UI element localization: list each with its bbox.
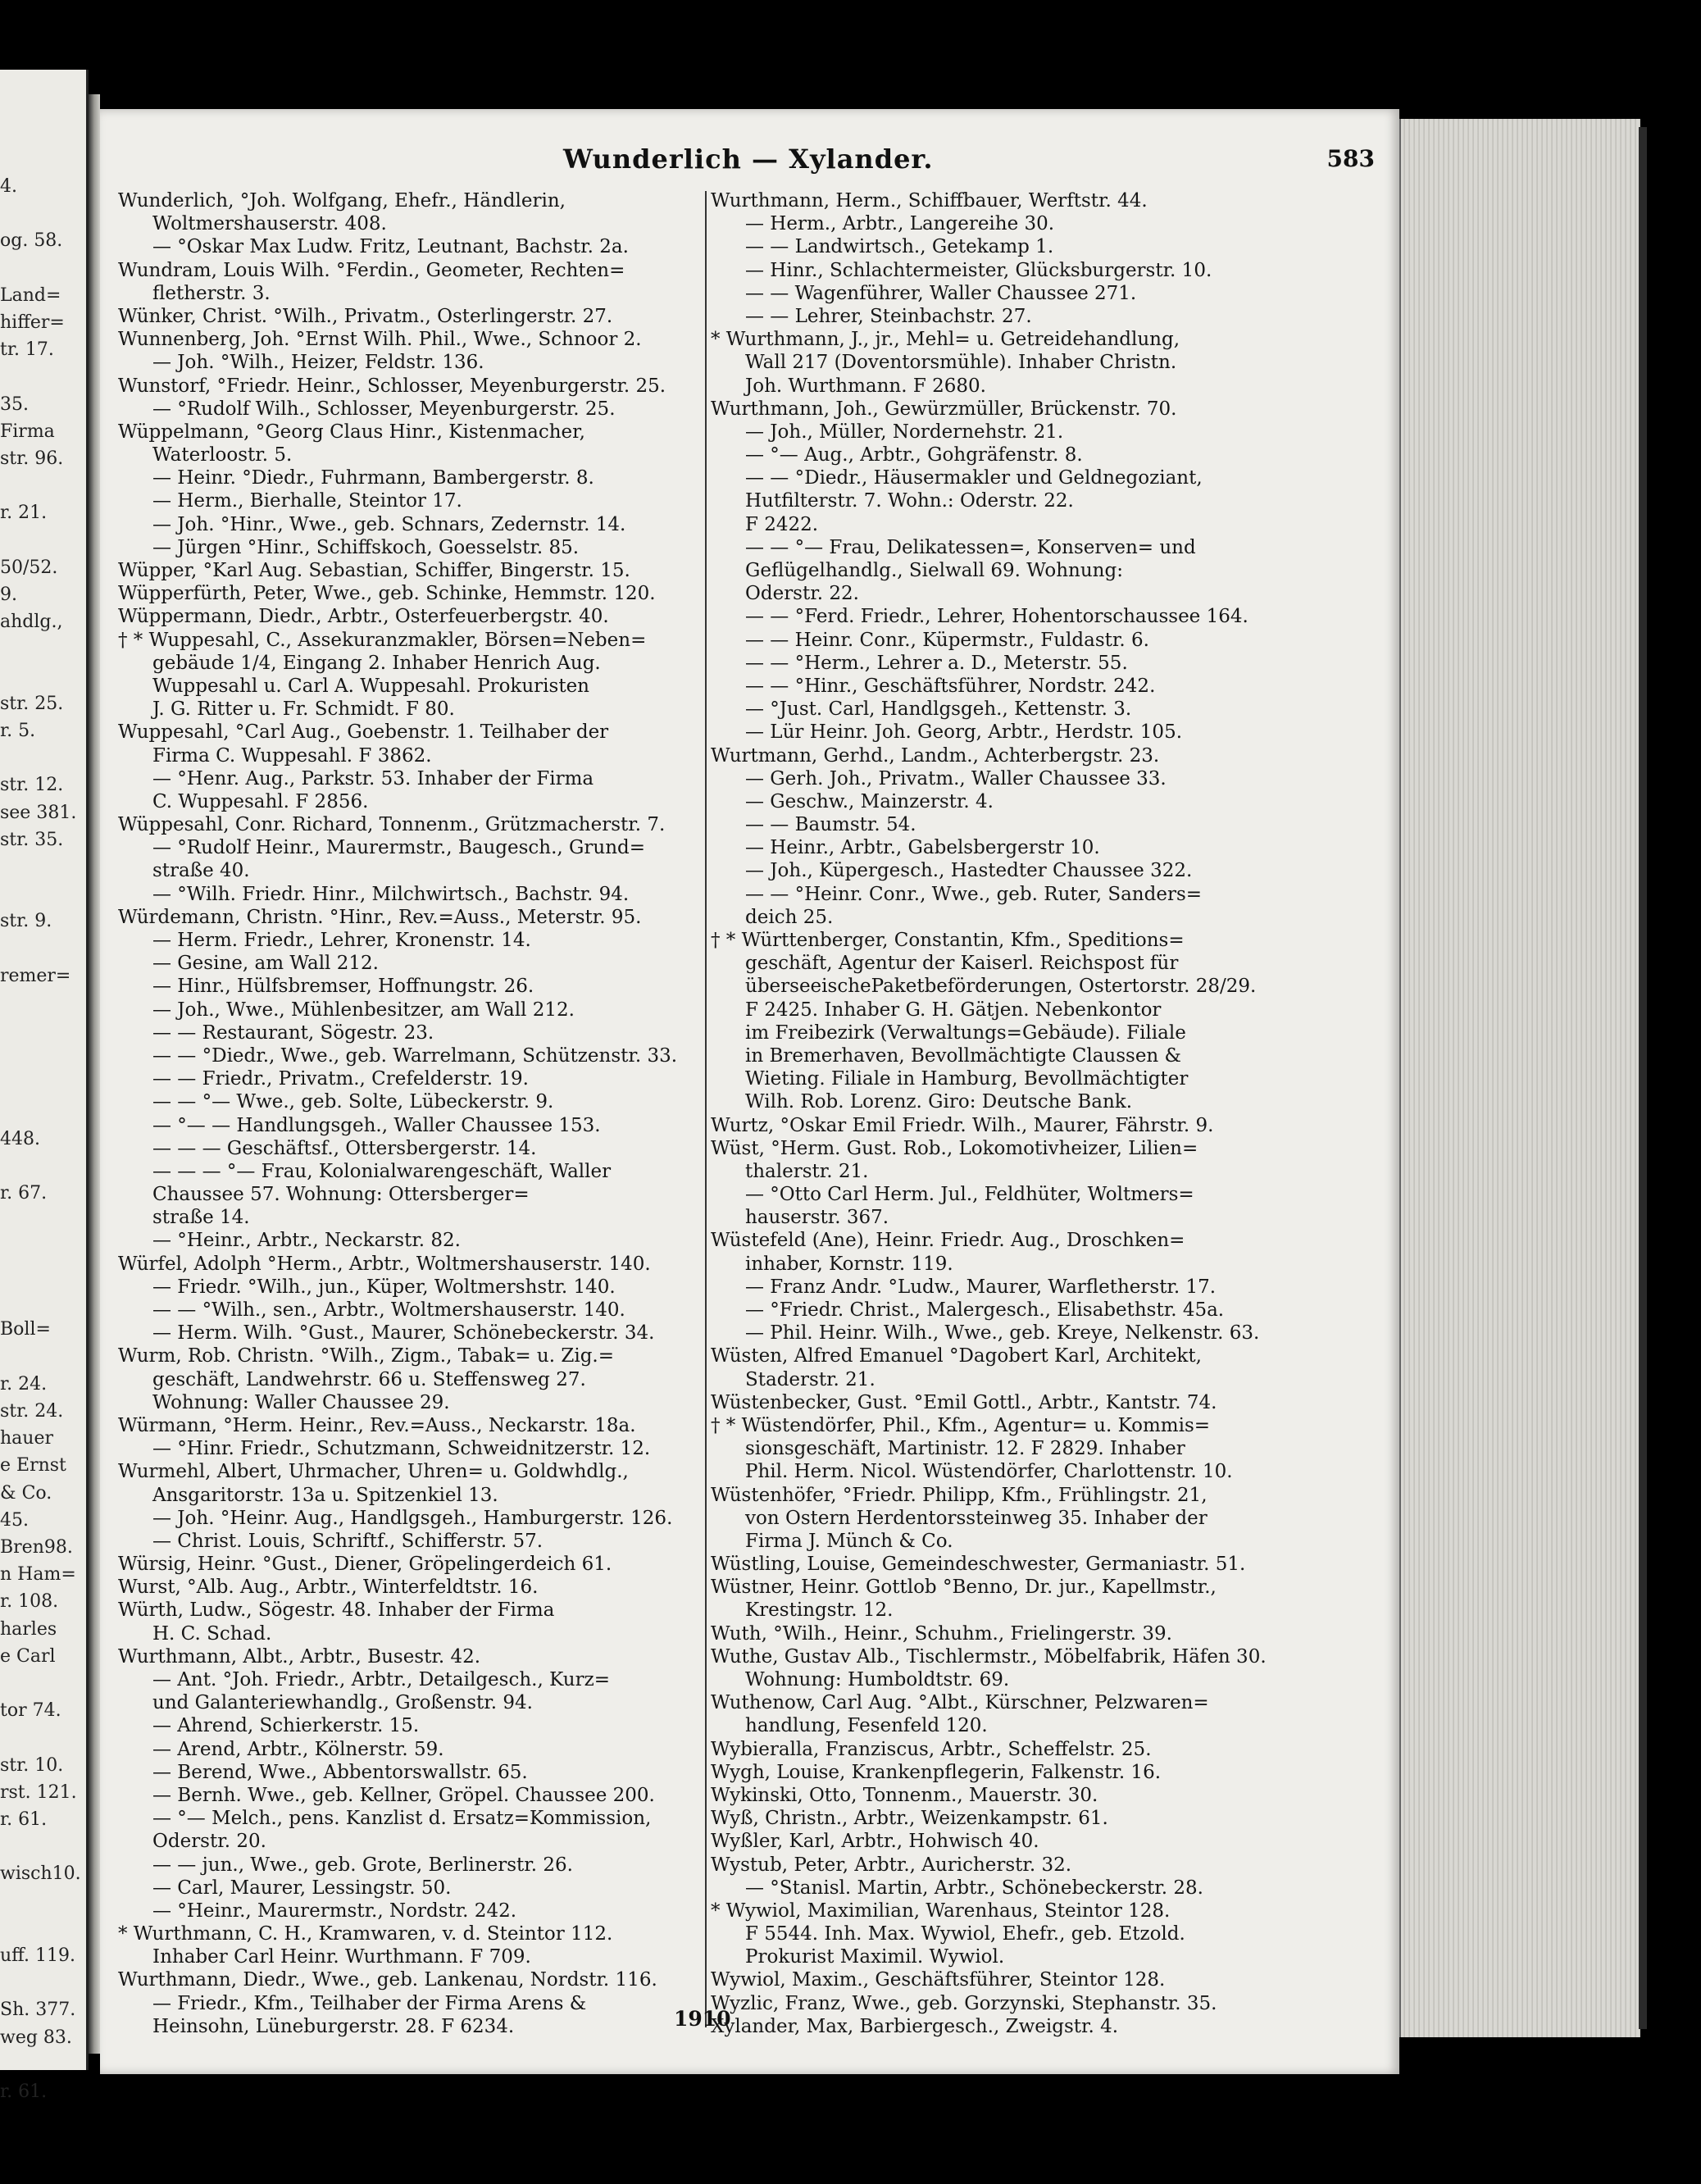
entry-line: Wunstorf, °Friedr. Heinr., Schlosser, Meyenburgerstr. 25.	[118, 375, 666, 397]
entry-continuation: — Franz Andr. °Ludw., Maurer, Warfletherstr. 17.	[745, 1276, 1217, 1298]
entry-continuation: — °— Melch., pens. Kanzlist d. Ersatz=Kommission,	[152, 1808, 652, 1830]
entry-line: Wüstner, Heinr. Gottlob °Benno, Dr. jur., Kapellmstr.,	[711, 1577, 1217, 1599]
entry-continuation: Wall 217 (Doventorsmühle). Inhaber Christn.	[745, 352, 1177, 374]
entry-line: Würdemann, Christn. °Hinr., Rev.=Auss., Meterstr. 95.	[118, 906, 642, 928]
entry-continuation: — Herm., Bierhalle, Steintor 17.	[152, 490, 462, 512]
entry-continuation: — — °— Wwe., geb. Solte, Lübeckerstr. 9.	[152, 1091, 554, 1113]
entry-line: Wüstling, Louise, Gemeindeschwester, Germaniastr. 51.	[711, 1554, 1246, 1576]
entry-continuation: — — °Herm., Lehrer a. D., Meterstr. 55.	[745, 652, 1128, 674]
entry-continuation: — Joh., Müller, Nordernehstr. 21.	[745, 421, 1064, 443]
entry-continuation: — — °Wilh., sen., Arbtr., Woltmershauserstr. 140.	[152, 1299, 625, 1321]
entry-continuation: — °Heinr., Arbtr., Neckarstr. 82.	[152, 1230, 461, 1252]
left-page-fragment: str. 96.	[0, 448, 64, 469]
entry-line: Wüsten, Alfred Emanuel °Dagobert Karl, Architekt,	[711, 1345, 1202, 1367]
entry-line: Wyß, Christn., Arbtr., Weizenkampstr. 61.	[711, 1808, 1108, 1830]
book-edge-shadow	[1639, 127, 1647, 2029]
entry-line: Wurthmann, Herm., Schiffbauer, Werftstr. 44.	[711, 190, 1148, 212]
left-column	[118, 189, 708, 2038]
left-page-fragment: e Ernst	[0, 1455, 66, 1476]
entry-continuation: Waterloostr. 5.	[152, 444, 293, 466]
entry-line: * Wurthmann, J., jr., Mehl= u. Getreidehandlung,	[711, 329, 1180, 351]
entry-line: † * Württenberger, Constantin, Kfm., Speditions=	[711, 930, 1185, 951]
entry-continuation: — Ahrend, Schierkerstr. 15.	[152, 1715, 420, 1737]
entry-continuation: — Herm. Wilh. °Gust., Maurer, Schönebeckerstr. 34.	[152, 1322, 655, 1345]
entry-continuation: — — Landwirtsch., Getekamp 1.	[745, 236, 1054, 258]
entry-continuation: — Christ. Louis, Schriftf., Schifferstr. 57.	[152, 1530, 544, 1552]
entry-continuation: — Friedr., Kfm., Teilhaber der Firma Arens &	[152, 1992, 587, 2014]
left-page-fragment: str. 35.	[0, 829, 64, 850]
left-page-fragment: r. 61.	[0, 2082, 48, 2102]
left-page-fragment: 9.	[0, 585, 17, 605]
left-page-fragment: str. 25.	[0, 693, 64, 714]
entry-continuation: — — jun., Wwe., geb. Grote, Berlinerstr. 26.	[152, 1854, 573, 1876]
entry-continuation: straße 40.	[152, 860, 250, 882]
entry-continuation: — — °Diedr., Häusermakler und Geldnegoziant,	[745, 467, 1203, 489]
entry-continuation: überseeischePaketbeförderungen, Ostertorstr. 28/29.	[745, 976, 1257, 998]
entry-line: Wüst, °Herm. Gust. Rob., Lokomotivheizer, Lilien=	[711, 1137, 1198, 1159]
entry-continuation: — Joh. °Hinr., Wwe., geb. Schnars, Zedernstr. 14.	[152, 513, 626, 535]
entry-continuation: — °Otto Carl Herm. Jul., Feldhüter, Woltmers=	[745, 1184, 1194, 1206]
entry-continuation: Heinsohn, Lüneburgerstr. 28. F 6234.	[152, 2015, 515, 2037]
entry-continuation: — Ant. °Joh. Friedr., Arbtr., Detailgesch., Kurz=	[152, 1669, 610, 1690]
entry-continuation: H. C. Schad.	[152, 1622, 272, 1645]
left-page-fragment: 448.	[0, 1129, 40, 1149]
left-page-fragment: r. 21.	[0, 503, 48, 524]
entry-continuation: — Hinr., Hülfsbremser, Hoffnungstr. 26.	[152, 976, 534, 998]
entry-continuation: — °Henr. Aug., Parkstr. 53. Inhaber der Firma	[152, 767, 594, 789]
entry-line: Würsig, Heinr. °Gust., Diener, Gröpelingerdeich 61.	[118, 1554, 612, 1576]
left-page-fragment: str. 24.	[0, 1401, 64, 1422]
entry-line: Wybieralla, Franziscus, Arbtr., Scheffelstr. 25.	[711, 1738, 1152, 1760]
left-page-fragment: e Carl	[0, 1645, 56, 1667]
left-page-fragment: n Ham=	[0, 1564, 76, 1586]
entry-continuation: — °Stanisl. Martin, Arbtr., Schönebeckerstr. 28.	[745, 1877, 1203, 1899]
left-page-fragment: Boll=	[0, 1319, 51, 1340]
entry-line: Wurthmann, Joh., Gewürzmüller, Brückenstr. 70.	[711, 398, 1177, 420]
entry-continuation: gebäude 1/4, Eingang 2. Inhaber Henrich Aug.	[152, 652, 601, 674]
left-page-fragment: see 381.	[0, 802, 77, 823]
left-page-fragment: r. 67.	[0, 1183, 48, 1204]
entry-continuation: Staderstr. 21.	[745, 1368, 876, 1390]
entry-continuation: — Joh., Wwe., Mühlenbesitzer, am Wall 212.	[152, 999, 575, 1021]
entry-line: Xylander, Max, Barbiergesch., Zweigstr. 4.	[711, 2015, 1119, 2037]
left-page-fragment: Sh. 377.	[0, 2000, 76, 2021]
entry-continuation: — — °Heinr. Conr., Wwe., geb. Ruter, Sanders=	[745, 883, 1203, 905]
entry-continuation: Oderstr. 22.	[745, 583, 859, 605]
entry-line: Wurthmann, Diedr., Wwe., geb. Lankenau, Nordstr. 116.	[118, 1969, 657, 1991]
left-page-fragment: Firma	[0, 421, 55, 442]
entry-continuation: Inhaber Carl Heinr. Wurthmann. F 709.	[152, 1946, 531, 1968]
entry-line: Wüppesahl, Conr. Richard, Tonnenm., Grützmacherstr. 7.	[118, 814, 666, 836]
entry-continuation: — Herm., Arbtr., Langereihe 30.	[745, 213, 1055, 235]
entry-line: Würmann, °Herm. Heinr., Rev.=Auss., Neckarstr. 18a.	[118, 1414, 636, 1436]
entry-continuation: Woltmershauserstr. 408.	[152, 213, 387, 235]
left-page-fragment: 50/52.	[0, 557, 58, 578]
left-page-fragment: 35.	[0, 394, 29, 415]
entry-continuation: — °Rudolf Wilh., Schlosser, Meyenburgerstr. 25.	[152, 398, 616, 420]
book-binding	[89, 94, 100, 2054]
entry-continuation: — — °Ferd. Friedr., Lehrer, Hohentorschaussee 164.	[745, 606, 1248, 628]
column-divider	[705, 191, 707, 2027]
entry-continuation: Ansgaritorstr. 13a u. Spitzenkiel 13.	[152, 1484, 498, 1506]
entry-continuation: J. G. Ritter u. Fr. Schmidt. F 80.	[152, 698, 455, 721]
entry-line: Wurm, Rob. Christn. °Wilh., Zigm., Tabak= u. Zig.=	[118, 1345, 614, 1367]
entry-continuation: — — — °— Frau, Kolonialwarengeschäft, Waller	[152, 1160, 612, 1182]
left-page-fragment: wisch10.	[0, 1863, 81, 1885]
entry-continuation: — °Heinr., Maurermstr., Nordstr. 242.	[152, 1900, 517, 1922]
entry-continuation: — Heinr., Arbtr., Gabelsbergerstr 10.	[745, 837, 1100, 859]
entry-line: Wuthenow, Carl Aug. °Albt., Kürschner, Pelzwaren=	[711, 1692, 1209, 1714]
left-page-fragment: str. 9.	[0, 911, 52, 932]
entry-continuation: — °Wilh. Friedr. Hinr., Milchwirtsch., Bachstr. 94.	[152, 883, 630, 905]
entry-continuation: F 5544. Inh. Max. Wywiol, Ehefr., geb. Etzold.	[745, 1923, 1185, 1945]
entry-continuation: Krestingstr. 12.	[745, 1599, 894, 1622]
entry-continuation: geschäft, Agentur der Kaiserl. Reichspost für	[745, 953, 1179, 975]
entry-continuation: C. Wuppesahl. F 2856.	[152, 790, 369, 812]
left-page-fragment: Land=	[0, 284, 61, 306]
entry-line: Würth, Ludw., Sögestr. 48. Inhaber der Firma	[118, 1599, 555, 1622]
entry-continuation: inhaber, Kornstr. 119.	[745, 1253, 953, 1275]
entry-continuation: fletherstr. 3.	[152, 282, 271, 304]
entry-line: * Wywiol, Maximilian, Warenhaus, Steintor 128.	[711, 1900, 1171, 1922]
entry-line: † * Wüstendörfer, Phil., Kfm., Agentur= u. Kommis=	[711, 1414, 1211, 1436]
entry-line: Wyßler, Karl, Arbtr., Hohwisch 40.	[711, 1831, 1039, 1853]
entry-line: Wüppermann, Diedr., Arbtr., Osterfeuerbergstr. 40.	[118, 606, 609, 628]
left-page-fragment: uff. 119.	[0, 1945, 75, 1966]
entry-continuation: geschäft, Landwehrstr. 66 u. Steffensweg 27.	[152, 1368, 586, 1390]
page-stack-edges	[1399, 119, 1640, 2037]
entry-continuation: — Joh., Küpergesch., Hastedter Chaussee 322.	[745, 860, 1193, 882]
footer-number: 1910	[674, 2007, 731, 2031]
left-page-fragment: og. 58.	[0, 230, 63, 252]
entry-continuation: — — Heinr. Conr., Küpermstr., Fuldastr. 6.	[745, 629, 1149, 651]
left-page-fragment: tor 74.	[0, 1700, 61, 1722]
entry-continuation: sionsgeschäft, Martinistr. 12. F 2829. Inhaber	[745, 1438, 1185, 1460]
entry-line: Wuth, °Wilh., Heinr., Schuhm., Frielingerstr. 39.	[711, 1622, 1172, 1645]
entry-continuation: — Arend, Arbtr., Kölnerstr. 59.	[152, 1738, 444, 1760]
entry-continuation: — °Oskar Max Ludw. Fritz, Leutnant, Bachstr. 2a.	[152, 236, 629, 258]
left-page-fragment: 4.	[0, 176, 17, 197]
entry-continuation: — — Baumstr. 54.	[745, 814, 916, 836]
entry-continuation: — Herm. Friedr., Lehrer, Kronenstr. 14.	[152, 930, 531, 951]
entry-line: Wurtmann, Gerhd., Landm., Achterbergstr. 23.	[711, 744, 1160, 767]
entry-continuation: Firma J. Münch & Co.	[745, 1530, 953, 1552]
entry-continuation: Chaussee 57. Wohnung: Ottersberger=	[152, 1184, 530, 1206]
directory-page	[100, 109, 1399, 2074]
right-column	[711, 189, 1301, 2038]
left-page-fragment: ahdlg.,	[0, 612, 63, 633]
entry-line: Wuthe, Gustav Alb., Tischlermstr., Möbelfabrik, Häfen 30.	[711, 1645, 1267, 1668]
entry-line: † * Wuppesahl, C., Assekuranzmakler, Börsen=Neben=	[118, 629, 647, 651]
entry-continuation: Wuppesahl u. Carl A. Wuppesahl. Prokuristen	[152, 675, 589, 697]
entry-continuation: — °— — Handlungsgeh., Waller Chaussee 153.	[152, 1114, 601, 1136]
entry-line: Wyzlic, Franz, Wwe., geb. Gorzynski, Stephanstr. 35.	[711, 1992, 1217, 2014]
entry-continuation: — Joh. °Wilh., Heizer, Feldstr. 136.	[152, 352, 484, 374]
left-page-fragment: remer=	[0, 965, 71, 986]
entry-continuation: — °Friedr. Christ., Malergesch., Elisabethstr. 45a.	[745, 1299, 1225, 1321]
entry-line: Wüstefeld (Ane), Heinr. Friedr. Aug., Droschken=	[711, 1230, 1185, 1252]
entry-continuation: — °Rudolf Heinr., Maurermstr., Baugesch., Grund=	[152, 837, 646, 859]
entry-line: Würfel, Adolph °Herm., Arbtr., Woltmershauserstr. 140.	[118, 1253, 651, 1275]
page-header	[100, 143, 1399, 176]
left-page-fragment: harles	[0, 1618, 57, 1640]
entry-continuation: Geflügelhandlg., Sielwall 69. Wohnung:	[745, 560, 1123, 581]
entry-continuation: — °Hinr. Friedr., Schutzmann, Schweidnitzerstr. 12.	[152, 1438, 651, 1460]
left-page-fragment: & Co.	[0, 1482, 52, 1504]
entry-continuation: — — °Diedr., Wwe., geb. Warrelmann, Schützenstr. 33.	[152, 1044, 678, 1067]
entry-continuation: Wohnung: Waller Chaussee 29.	[152, 1391, 450, 1413]
running-title: Wunderlich — Xylander.	[563, 143, 934, 175]
entry-line: Wünker, Christ. °Wilh., Privatm., Osterlingerstr. 27.	[118, 305, 613, 327]
entry-continuation: — — Lehrer, Steinbachstr. 27.	[745, 305, 1032, 327]
entry-continuation: in Bremerhaven, Bevollmächtigte Claussen &	[745, 1044, 1182, 1067]
left-page-fragment: r. 5.	[0, 721, 36, 741]
left-page-fragment: rst. 121.	[0, 1781, 77, 1803]
entry-continuation: — Phil. Heinr. Wilh., Wwe., geb. Kreye, Nelkenstr. 63.	[745, 1322, 1260, 1345]
entry-line: Wüpper, °Karl Aug. Sebastian, Schiffer, Bingerstr. 15.	[118, 560, 630, 581]
left-page-fragment: weg 83.	[0, 2027, 72, 2048]
entry-continuation: — — °Hinr., Geschäftsführer, Nordstr. 242.	[745, 675, 1156, 697]
entry-continuation: — Geschw., Mainzerstr. 4.	[745, 790, 994, 812]
entry-line: Wundram, Louis Wilh. °Ferdin., Geometer, Rechten=	[118, 259, 625, 281]
entry-line: Wunderlich, °Joh. Wolfgang, Ehefr., Händlerin,	[118, 190, 566, 212]
entry-line: Wüpperfürth, Peter, Wwe., geb. Schinke, Hemmstr. 120.	[118, 583, 656, 605]
left-page-fragment: r. 108.	[0, 1591, 59, 1613]
entry-continuation: deich 25.	[745, 906, 834, 928]
entry-continuation: F 2425. Inhaber G. H. Gätjen. Nebenkontor	[745, 999, 1162, 1021]
entry-continuation: — Lür Heinr. Joh. Georg, Arbtr., Herdstr. 105.	[745, 721, 1183, 744]
entry-continuation: von Ostern Herdentorssteinweg 35. Inhaber der	[745, 1507, 1208, 1529]
left-page-fragment: r. 24.	[0, 1373, 48, 1395]
entry-line: Wygh, Louise, Krankenpflegerin, Falkenstr. 16.	[711, 1761, 1162, 1783]
entry-continuation: hauserstr. 367.	[745, 1207, 889, 1229]
entry-line: Wurst, °Alb. Aug., Arbtr., Winterfeldtstr. 16.	[118, 1577, 539, 1599]
left-page-fragment: tr. 17.	[0, 339, 54, 361]
left-page-fragment: 45.	[0, 1509, 29, 1531]
entry-continuation: Oderstr. 20.	[152, 1831, 266, 1853]
left-page-fragment: hiffer=	[0, 312, 65, 333]
entry-continuation: Wieting. Filiale in Hamburg, Bevollmächtigter	[745, 1068, 1189, 1090]
entry-continuation: Firma C. Wuppesahl. F 3862.	[152, 744, 432, 767]
entry-continuation: Phil. Herm. Nicol. Wüstendörfer, Charlottenstr. 10.	[745, 1461, 1233, 1483]
entry-line: Wurthmann, Albt., Arbtr., Busestr. 42.	[118, 1645, 481, 1668]
entry-line: Wüstenbecker, Gust. °Emil Gottl., Arbtr., Kantstr. 74.	[711, 1391, 1217, 1413]
entry-continuation: Wohnung: Humboldtstr. 69.	[745, 1669, 1010, 1690]
entry-continuation: — °Just. Carl, Handlgsgeh., Kettenstr. 3.	[745, 698, 1132, 721]
entry-continuation: Prokurist Maximil. Wywiol.	[745, 1946, 1005, 1968]
entry-continuation: — — Restaurant, Sögestr. 23.	[152, 1021, 434, 1044]
entry-line: Wurtz, °Oskar Emil Friedr. Wilh., Maurer, Fährstr. 9.	[711, 1114, 1214, 1136]
entry-continuation: straße 14.	[152, 1207, 250, 1229]
entry-continuation: — Carl, Maurer, Lessingstr. 50.	[152, 1877, 452, 1899]
entry-line: Wurmehl, Albert, Uhrmacher, Uhren= u. Goldwhdlg.,	[118, 1461, 629, 1483]
entry-line: Wüstenhöfer, °Friedr. Philipp, Kfm., Frühlingstr. 21,	[711, 1484, 1208, 1506]
left-page-fragment: Bren98.	[0, 1537, 73, 1558]
entry-line: Wykinski, Otto, Tonnenm., Mauerstr. 30.	[711, 1784, 1098, 1806]
entry-line: Wywiol, Maxim., Geschäftsführer, Steintor 128.	[711, 1969, 1166, 1991]
entry-continuation: — Jürgen °Hinr., Schiffskoch, Goesselstr. 85.	[152, 536, 580, 558]
entry-continuation: — — Friedr., Privatm., Crefelderstr. 19.	[152, 1068, 529, 1090]
entry-continuation: und Galanteriewhandlg., Großenstr. 94.	[152, 1692, 533, 1714]
entry-continuation: — — — Geschäftsf., Ottersbergerstr. 14.	[152, 1137, 537, 1159]
entry-continuation: — Heinr. °Diedr., Fuhrmann, Bambergerstr. 8.	[152, 467, 594, 489]
entry-continuation: — °— Aug., Arbtr., Gohgräfenstr. 8.	[745, 444, 1083, 466]
entry-continuation: — Gesine, am Wall 212.	[152, 953, 379, 975]
entry-line: Wuppesahl, °Carl Aug., Goebenstr. 1. Teilhaber der	[118, 721, 609, 744]
entry-continuation: — Hinr., Schlachtermeister, Glücksburgerstr. 10.	[745, 259, 1212, 281]
left-page-fragment: hauer	[0, 1428, 53, 1449]
entry-continuation: thalerstr. 21.	[745, 1160, 869, 1182]
entry-line: Wystub, Peter, Arbtr., Auricherstr. 32.	[711, 1854, 1072, 1876]
entry-continuation: — — °— Frau, Delikatessen=, Konserven= und	[745, 536, 1196, 558]
entry-continuation: F 2422.	[745, 513, 819, 535]
left-page-edge	[0, 70, 89, 2102]
left-page-fragment: str. 10.	[0, 1754, 64, 1776]
entry-continuation: Hutfilterstr. 7. Wohn.: Oderstr. 22.	[745, 490, 1074, 512]
entry-line: Wunnenberg, Joh. °Ernst Wilh. Phil., Wwe., Schnoor 2.	[118, 329, 642, 351]
left-page-fragment: r. 61.	[0, 1809, 48, 1830]
page-number: 583	[1326, 145, 1375, 172]
entry-continuation: Joh. Wurthmann. F 2680.	[745, 375, 986, 397]
entry-continuation: im Freibezirk (Verwaltungs=Gebäude). Filiale	[745, 1021, 1186, 1044]
entry-line: Wüppelmann, °Georg Claus Hinr., Kistenmacher,	[118, 421, 585, 443]
entry-continuation: handlung, Fesenfeld 120.	[745, 1715, 988, 1737]
entry-line: * Wurthmann, C. H., Kramwaren, v. d. Steintor 112.	[118, 1923, 613, 1945]
entry-continuation: — Bernh. Wwe., geb. Kellner, Gröpel. Chaussee 200.	[152, 1784, 655, 1806]
entry-continuation: — — Wagenführer, Waller Chaussee 271.	[745, 282, 1137, 304]
left-page-fragment: str. 12.	[0, 775, 64, 796]
entry-continuation: Wilh. Rob. Lorenz. Giro: Deutsche Bank.	[745, 1091, 1133, 1113]
entry-continuation: — Joh. °Heinr. Aug., Handlgsgeh., Hamburgerstr. 126.	[152, 1507, 673, 1529]
entry-continuation: — Berend, Wwe., Abbentorswallstr. 65.	[152, 1761, 528, 1783]
entry-continuation: — Gerh. Joh., Privatm., Waller Chaussee 33.	[745, 767, 1167, 789]
entry-continuation: — Friedr. °Wilh., jun., Küper, Woltmershstr. 140.	[152, 1276, 616, 1298]
